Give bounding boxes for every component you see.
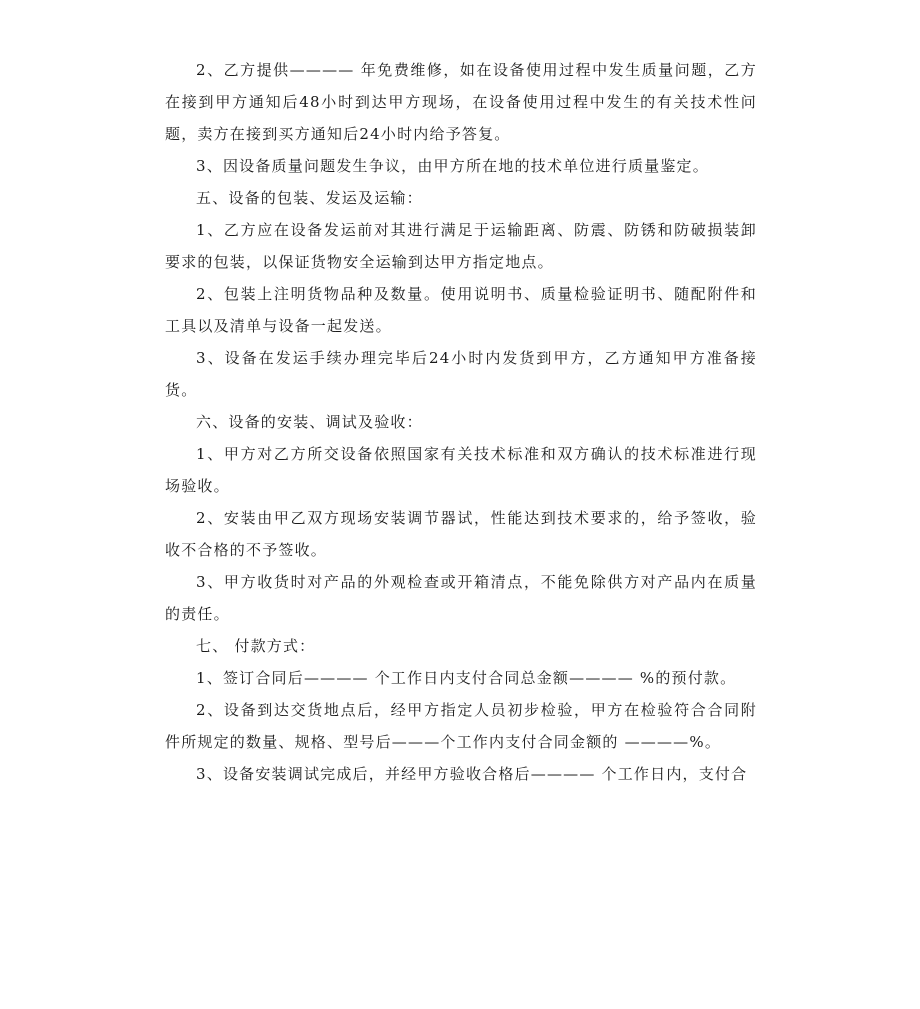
section-heading-installation: 六、设备的安装、调试及验收： (196, 413, 423, 431)
paragraph-shipping-notice: 3、设备在发运手续办理完毕后24小时内发货到甲方，乙方通知甲方准备接货。 (165, 349, 757, 399)
paragraph-installation-signoff: 2、安装由甲乙双方现场安装调节器试，性能达到技术要求的，给予签收，验收不合格的不予签收。 (165, 509, 757, 559)
section-heading-payment: 七、 付款方式： (196, 637, 316, 655)
section-heading-packaging: 五、设备的包装、发运及运输： (196, 189, 423, 207)
paragraph-warranty-repair: 2、乙方提供———— 年免费维修，如在设备使用过程中发生质量问题，乙方在接到甲方通知后48小时到达甲方现场，在设备使用过程中发生的有关技术性问题，卖方在接到买方通知后24小时内给予答复。 (165, 61, 757, 143)
paragraph-packaging-requirements: 1、乙方应在设备发运前对其进行满足于运输距离、防震、防锈和防破损装卸要求的包装，以保证货物安全运输到达甲方指定地点。 (165, 221, 757, 271)
paragraph-final-payment: 3、设备安装调试完成后，并经甲方验收合格后———— 个工作日内，支付合 (196, 765, 748, 783)
paragraph-packaging-labels: 2、包装上注明货物品种及数量。使用说明书、质量检验证明书、随配附件和工具以及清单与设备一起发送。 (165, 285, 757, 335)
paragraph-quality-dispute: 3、因设备质量问题发生争议，由甲方所在地的技术单位进行质量鉴定。 (196, 157, 709, 175)
paragraph-site-acceptance: 1、甲方对乙方所交设备依照国家有关技术标准和双方确认的技术标准进行现场验收。 (165, 445, 757, 495)
document-page (165, 54, 757, 790)
paragraph-advance-payment: 1、签订合同后———— 个工作日内支付合同总金额———— %的预付款。 (196, 669, 737, 687)
paragraph-inspection-liability: 3、甲方收货时对产品的外观检查或开箱清点，不能免除供方对产品内在质量的责任。 (165, 573, 757, 623)
paragraph-delivery-payment: 2、设备到达交货地点后，经甲方指定人员初步检验，甲方在检验符合合同附件所规定的数量、规格、型号后———个工作内支付合同金额的 ————%。 (165, 701, 757, 751)
